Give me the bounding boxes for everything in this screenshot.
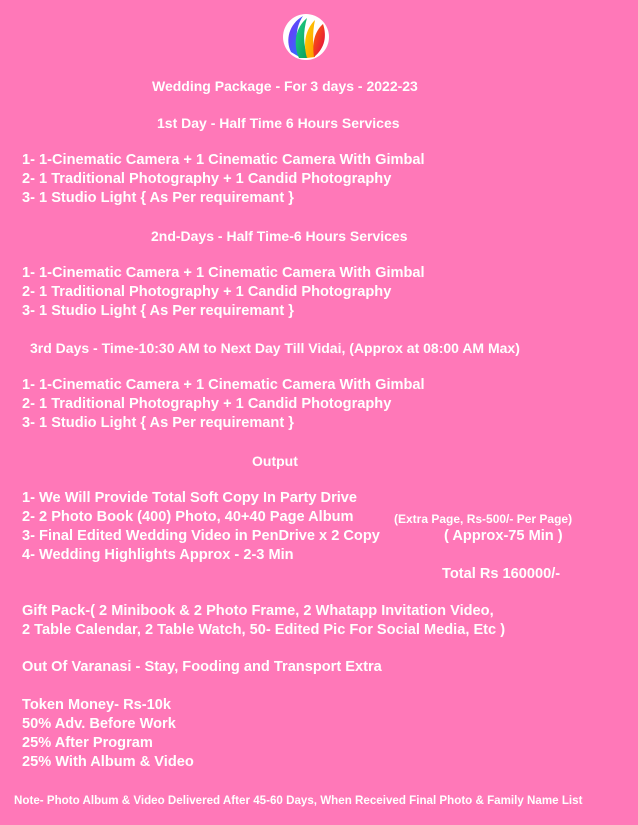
video-duration-note: ( Approx-75 Min ) <box>444 528 563 544</box>
payment-term: 25% After Program <box>22 735 153 751</box>
day2-item: 1- 1-Cinematic Camera + 1 Cinematic Camera With Gimbal <box>22 265 425 281</box>
album-extra-page-note: (Extra Page, Rs-500/- Per Page) <box>394 512 573 526</box>
out-of-city-note: Out Of Varanasi - Stay, Fooding and Transport Extra <box>22 659 382 675</box>
day3-item: 1- 1-Cinematic Camera + 1 Cinematic Camera With Gimbal <box>22 377 425 393</box>
day3-item: 2- 1 Traditional Photography + 1 Candid Photography <box>22 396 392 412</box>
payment-term: 50% Adv. Before Work <box>22 716 176 732</box>
day2-item: 3- 1 Studio Light { As Per requiremant } <box>22 303 294 319</box>
day1-item: 1- 1-Cinematic Camera + 1 Cinematic Camera With Gimbal <box>22 152 425 168</box>
day3-heading: 3rd Days - Time-10:30 AM to Next Day Till Vidai, (Approx at 08:00 AM Max) <box>30 340 520 356</box>
output-heading: Output <box>252 453 298 469</box>
day2-heading: 2nd-Days - Half Time-6 Hours Services <box>151 228 408 244</box>
gradient-flame-logo-icon <box>281 12 331 62</box>
package-title: Wedding Package - For 3 days - 2022-23 <box>152 78 418 94</box>
token-money: Token Money- Rs-10k <box>22 697 171 713</box>
footer-note: Note- Photo Album & Video Delivered After 45-60 Days, When Received Final Photo & Family Name List <box>14 794 583 807</box>
gift-pack-line: Gift Pack-( 2 Minibook & 2 Photo Frame, 2 Whatapp Invitation Video, <box>22 603 494 619</box>
total-price: Total Rs 160000/- <box>442 566 561 582</box>
day1-heading: 1st Day - Half Time 6 Hours Services <box>157 115 400 131</box>
output-item: 1- We Will Provide Total Soft Copy In Party Drive <box>22 490 358 506</box>
day2-item: 2- 1 Traditional Photography + 1 Candid Photography <box>22 284 392 300</box>
gift-pack-line: 2 Table Calendar, 2 Table Watch, 50- Edited Pic For Social Media, Etc ) <box>22 622 506 638</box>
day3-item: 3- 1 Studio Light { As Per requiremant } <box>22 415 294 431</box>
payment-term: 25% With Album & Video <box>22 754 194 770</box>
output-item: 4- Wedding Highlights Approx - 2-3 Min <box>22 547 294 563</box>
day1-item: 3- 1 Studio Light { As Per requiremant } <box>22 190 294 206</box>
day1-item: 2- 1 Traditional Photography + 1 Candid Photography <box>22 171 392 187</box>
output-item: 3- Final Edited Wedding Video in PenDrive x 2 Copy <box>22 528 380 544</box>
output-item: 2- 2 Photo Book (400) Photo, 40+40 Page Album <box>22 509 354 525</box>
